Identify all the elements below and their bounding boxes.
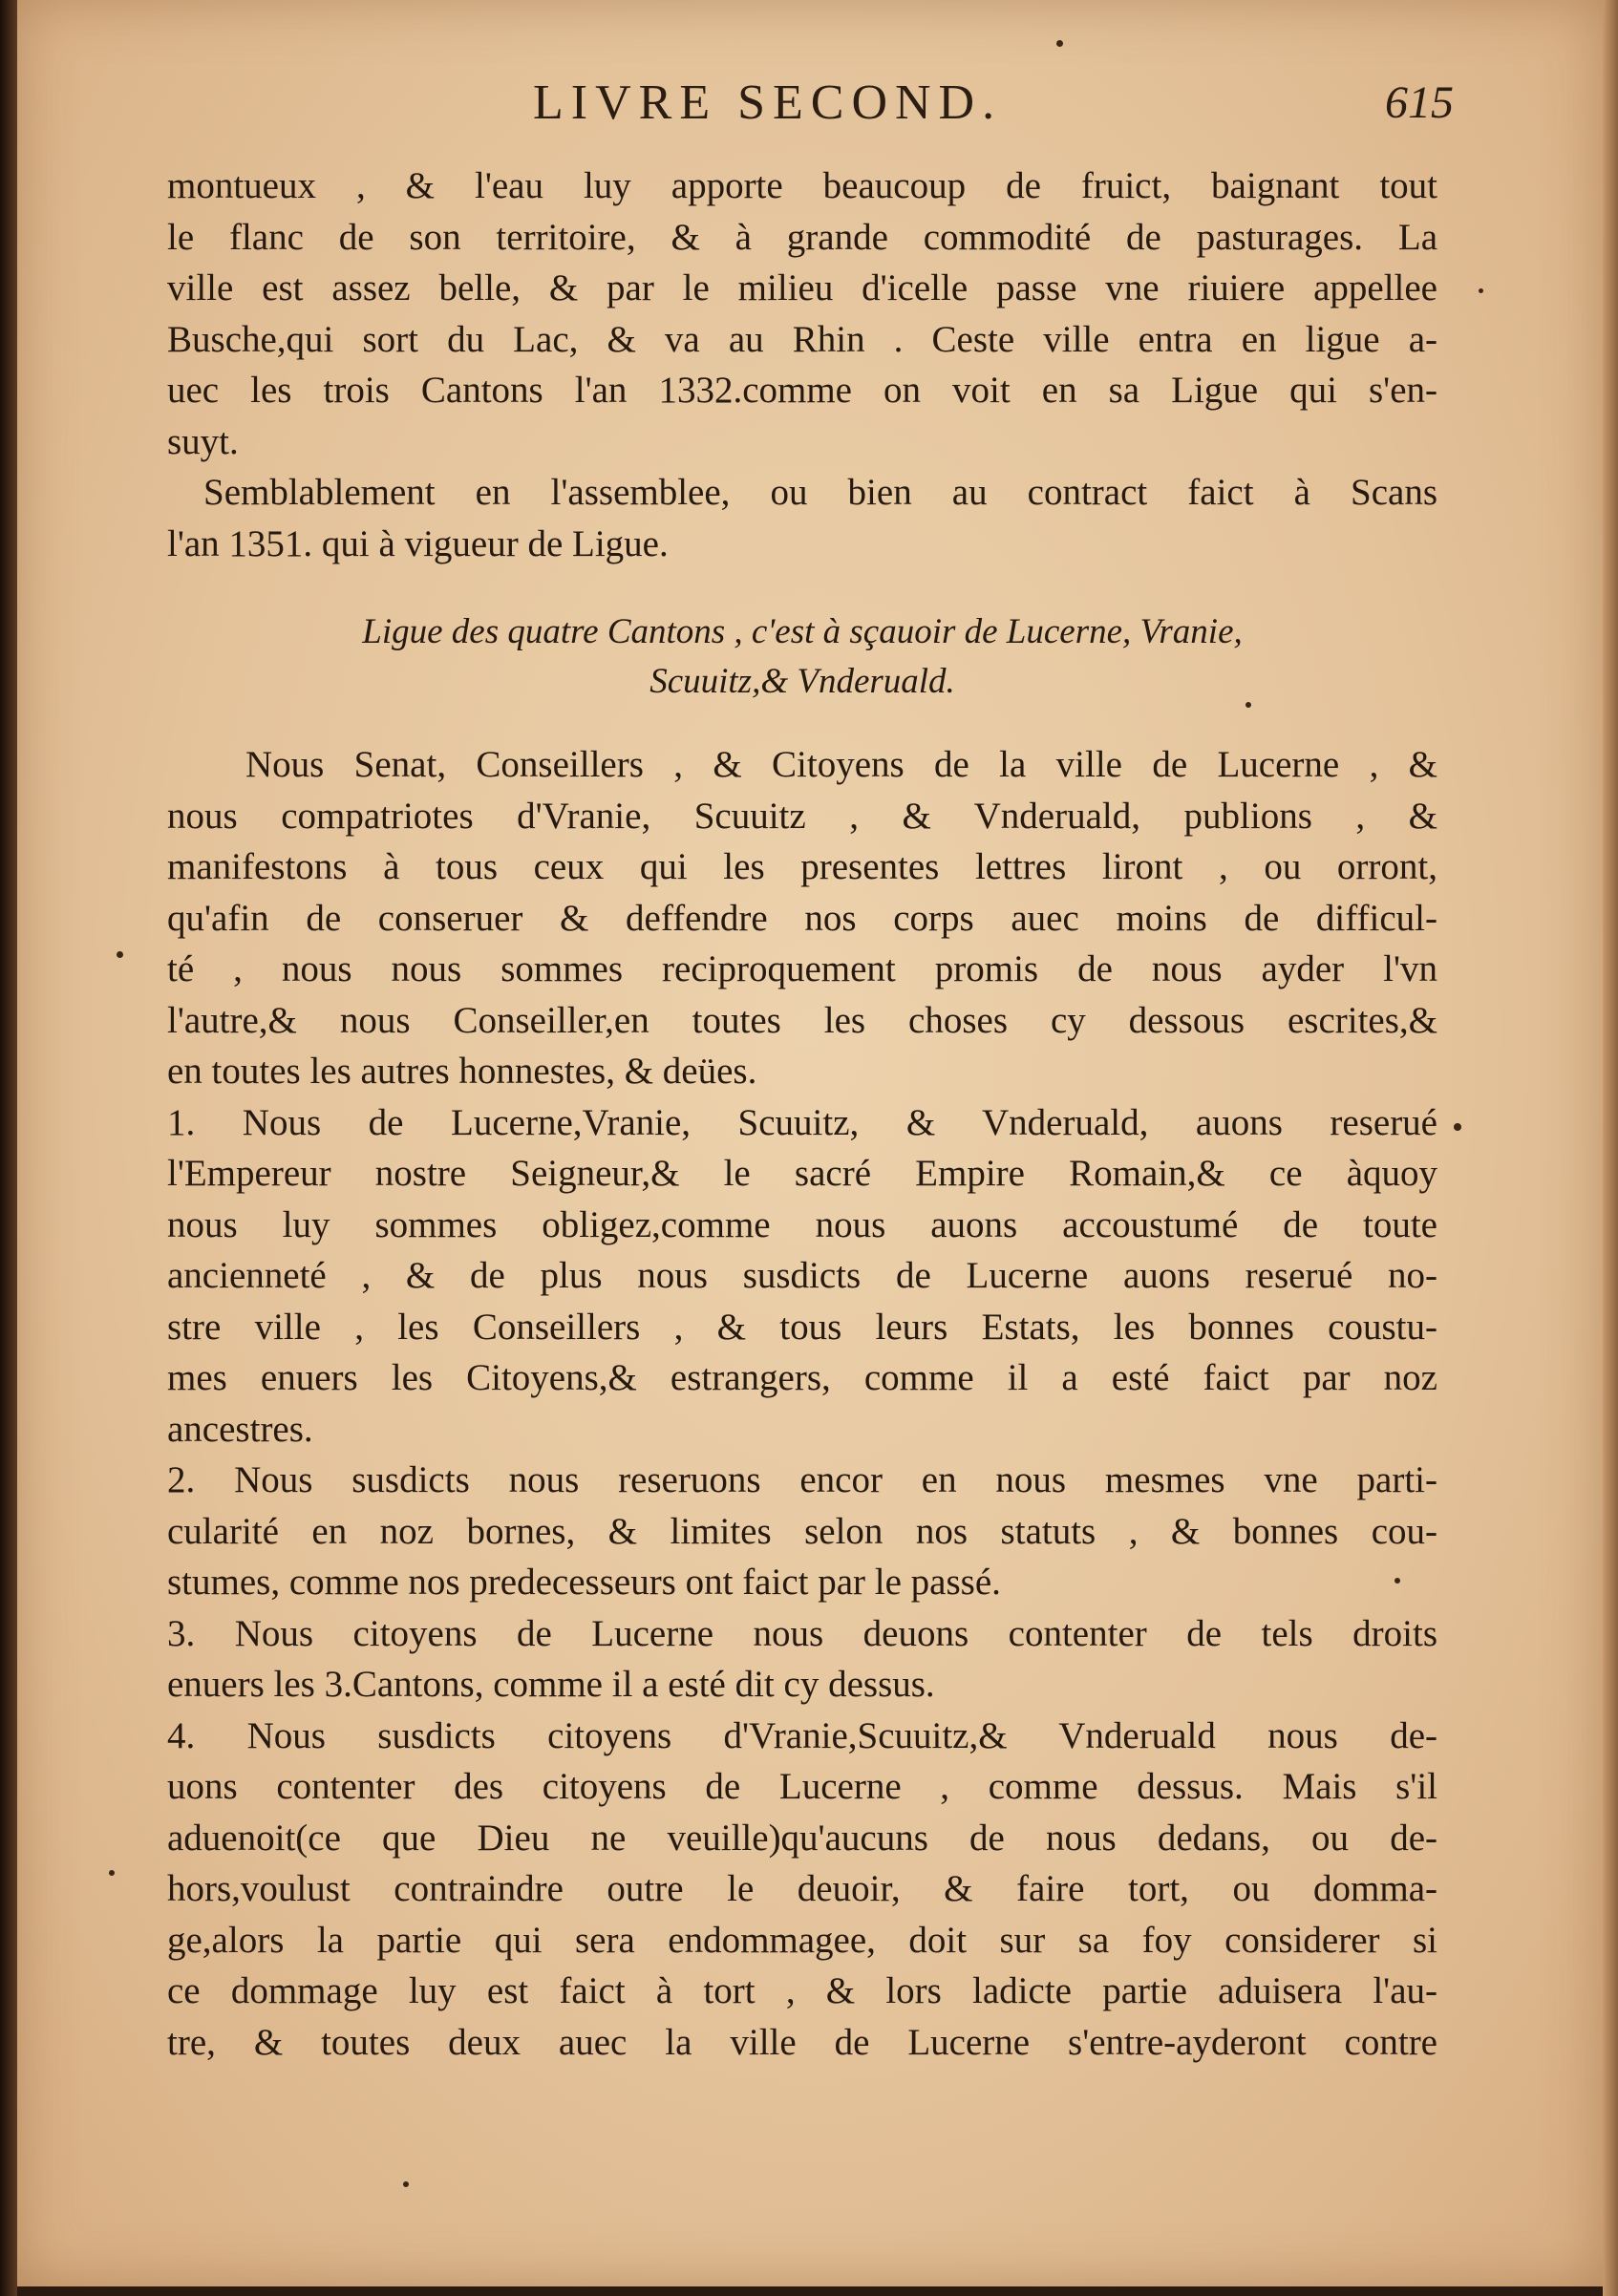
paper-speck — [1454, 1123, 1461, 1131]
paper-speck — [117, 951, 123, 958]
text-line: suyt. — [167, 420, 239, 462]
page-edge-right — [1603, 0, 1618, 2296]
text-line: hors,voulust contraindre outre le deuoir, & faire tort, ou domma- — [167, 1868, 1437, 1909]
running-title: LIVRE SECOND. — [533, 75, 1003, 130]
text-line: 1. Nous de Lucerne,Vranie, Scuuitz, & Vnderuald, auons reserué — [167, 1101, 1437, 1143]
book-page — [17, 0, 1603, 2286]
text-line: Nous Senat, Conseillers , & Citoyens de la ville de Lucerne , & — [245, 744, 1437, 785]
text-line: tre, & toutes deux auec la ville de Lucerne s'entre-ayderont contre — [167, 2021, 1437, 2063]
text-line: cularité en noz bornes, & limites selon nos statuts , & bonnes cou- — [167, 1510, 1437, 1552]
text-line: té , nous nous sommes reciproquement promis de nous ayder l'vn — [167, 948, 1437, 989]
text-line: 2. Nous susdicts nous reseruons encor en nous mesmes vne parti- — [167, 1459, 1437, 1500]
section-heading — [167, 607, 1437, 707]
text-line: l'Empereur nostre Seigneur,& le sacré Empire Romain,& ce àquoy — [167, 1153, 1437, 1194]
paper-speck — [1394, 1578, 1400, 1584]
paper-speck — [1056, 40, 1063, 47]
text-line: montueux , & l'eau luy apporte beaucoup de fruict, baignant tout — [167, 165, 1437, 206]
text-line: mes enuers les Citoyens,& estrangers, comme il a esté faict par noz — [167, 1357, 1437, 1398]
heading-line: Scuuitz,& Vnderuald. — [649, 662, 955, 701]
text-line: ancestres. — [167, 1408, 313, 1450]
article-4 — [167, 1711, 1437, 2069]
heading-line: Ligue des quatre Cantons , c'est à sçauoir de Lucerne, Vranie, — [362, 612, 1243, 651]
text-line: stre ville , les Conseillers , & tous leurs Estats, les bonnes coustu- — [167, 1306, 1437, 1348]
text-line: Busche,qui sort du Lac, & va au Rhin . Ceste ville entra en ligue a- — [167, 318, 1437, 360]
text-line: aduenoit(ce que Dieu ne veuille)qu'aucuns de nous dedans, ou de- — [167, 1817, 1437, 1859]
text-line: uons contenter des citoyens de Lucerne , comme dessus. Mais s'il — [167, 1766, 1437, 1807]
article-3 — [167, 1608, 1437, 1711]
text-line: nous luy sommes obligez,comme nous auons accoustumé de toute — [167, 1203, 1437, 1245]
text-line: ce dommage luy est faict à tort , & lors ladicte partie aduisera l'au- — [167, 1970, 1437, 2011]
text-line: l'autre,& nous Conseiller,en toutes les choses cy dessous escrites,& — [167, 999, 1437, 1041]
text-line: uec les trois Cantons l'an 1332.comme on voit en sa Ligue qui s'en- — [167, 370, 1437, 411]
text-line: le flanc de son territoire, & à grande commodité de pasturages. La — [167, 216, 1437, 258]
text-line: ville est assez belle, & par le milieu d'icelle passe vne riuiere appellee — [167, 267, 1437, 308]
running-head — [17, 74, 1603, 141]
text-line: qu'afin de conseruer & deffendre nos corps auec moins de difficul- — [167, 897, 1437, 939]
text-line: en toutes les autres honnestes, & deües. — [167, 1051, 757, 1092]
article-2 — [167, 1455, 1437, 1608]
text-line: ancienneté , & de plus nous susdicts de Lucerne auons reserué no- — [167, 1255, 1437, 1296]
paper-speck — [1479, 288, 1483, 293]
binding-edge-left — [0, 0, 17, 2296]
intro-paragraph — [167, 160, 1437, 467]
page-number: 615 — [1385, 77, 1454, 128]
text-line: ge,alors la partie qui sera endommagee, doit sur sa foy considerer si — [167, 1919, 1437, 1961]
assembly-paragraph — [167, 467, 1437, 569]
text-line: 3. Nous citoyens de Lucerne nous deuons contenter de tels droits — [167, 1612, 1437, 1654]
paper-speck — [403, 2181, 409, 2187]
text-line: l'an 1351. qui à vigueur de Ligue. — [167, 522, 669, 564]
paper-speck — [109, 1870, 115, 1876]
article-1 — [167, 1097, 1437, 1456]
paper-speck — [1245, 702, 1251, 708]
preamble-paragraph — [167, 739, 1437, 1097]
text-line: stumes, comme nos predecesseurs ont faict par le passé. — [167, 1562, 1001, 1603]
text-line: Semblablement en l'assemblee, ou bien au contract faict à Scans — [203, 472, 1437, 513]
text-line: nous compatriotes d'Vranie, Scuuitz , & Vnderuald, publions , & — [167, 795, 1437, 837]
text-line: 4. Nous susdicts citoyens d'Vranie,Scuuitz,& Vnderuald nous de- — [167, 1714, 1437, 1756]
text-block — [167, 160, 1437, 2068]
text-line: enuers les 3.Cantons, comme il a esté dit cy dessus. — [167, 1664, 935, 1705]
text-line: manifestons à tous ceux qui les presentes lettres liront , ou orront, — [167, 846, 1437, 887]
